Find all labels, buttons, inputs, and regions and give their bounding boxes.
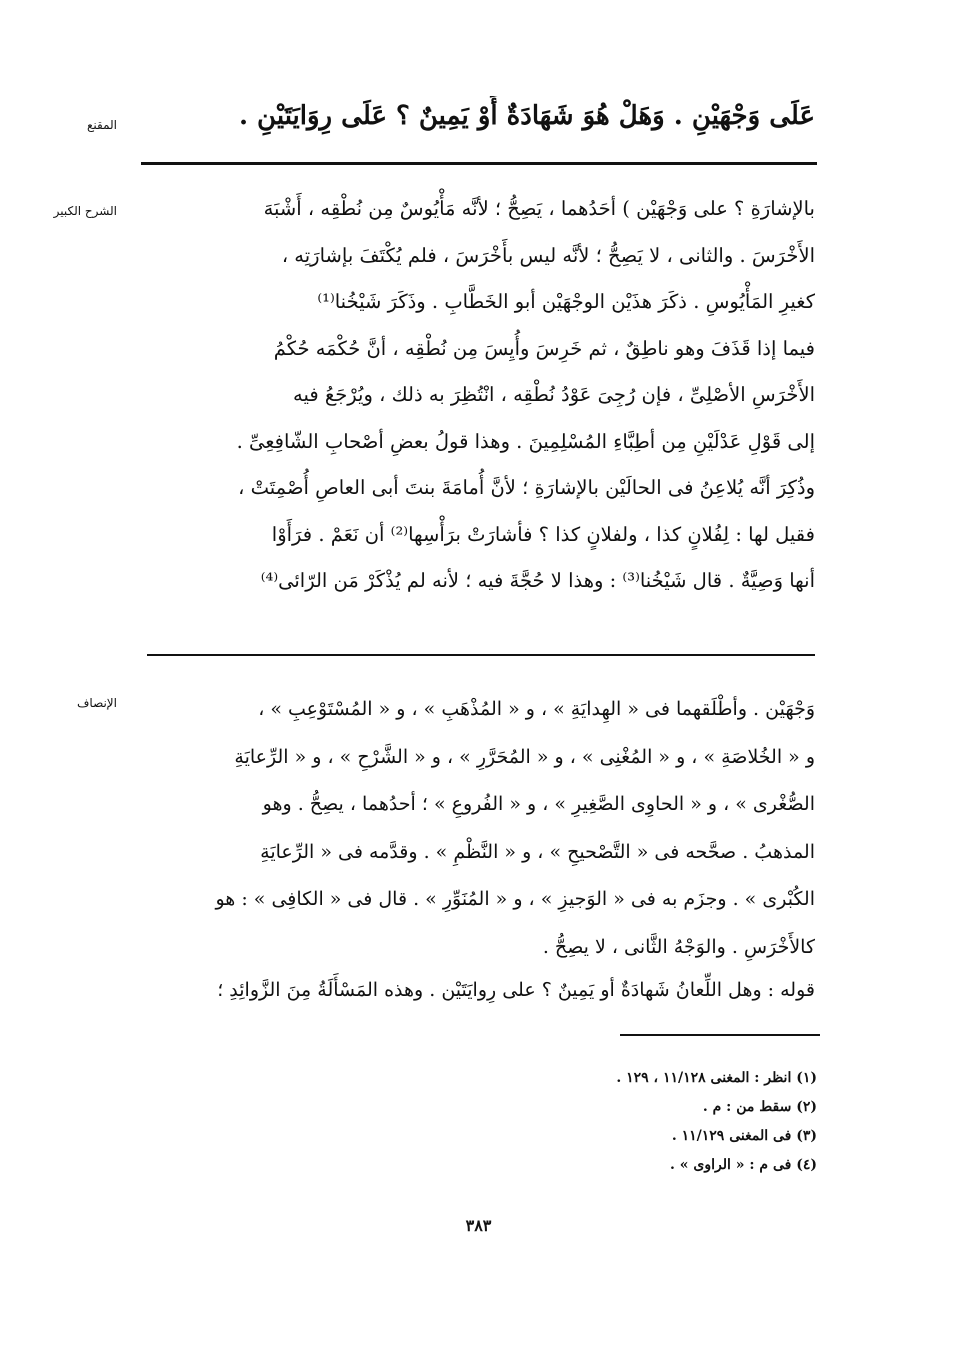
section-divider-thick (141, 162, 817, 165)
footnote: (١) انظر : المغنى ١١/١٢٨ ، ١٢٩ . (616, 1070, 817, 1086)
footnote: (٤) فى م : « الراوى » . (670, 1157, 817, 1173)
page-number: ٣٨٣ (465, 1216, 492, 1235)
section-divider-thin (147, 654, 815, 656)
sharh-line: الأَخْرَسِ الأصْلِىِّ ، فإن رُجِىَ عَوْدُ نُطْقِه ، انْتُظِرَ به ذلك ، ويُرْجَعُ فيه (293, 383, 815, 406)
sharh-line: بالإشارَةِ ؟ على وَجْهَيْن ) أحَدُهما ، يَصِحُّ ؛ لأنَّه مَأْيُوسٌ مِن نُطْقِه ، أَشْبَهَ (263, 197, 815, 220)
footnotes (616, 1064, 817, 1180)
insaf-quote-line: قوله : وهل اللِّعانُ شَهادَةٌ أو يَمِينٌ ؟ على رِوايَتَيْن . وهذه المَسْأَلَةُ مِنَ الزَّوائِدِ ؛ (217, 979, 815, 1001)
sharh-line: أنها وَصِيَّةٌ . قال شَيْخُنا⁽³⁾ : وهذا لا حُجَّةَ فيه ؛ لأنه لم يُذْكَرْ مَن الرّائى⁽⁴⁾ (260, 569, 815, 592)
insaf-line: كالأَخْرَسِ . والوَجْهُ الثَّانى ، لا يصِحُّ . (542, 935, 815, 958)
sharh-line: الأَخْرَسَ . والثانى ، لا يَصِحُّ ؛ لأنَّه ليس بأَخْرَسَ ، فلم يُكْتَفَ بإشارَتِه ، (281, 243, 815, 267)
sharh-line: وذُكِرَ أنَّه يُلاعِنُ فى الحالَيْن بالإشارَةِ ؛ لأنَّ أُمامَةَ بنتَ أبى العاصِ أُصْمِتَتْ ، (238, 476, 815, 499)
insaf-line: الصُّغْرى » ، و « الحاوِى الصَّغِيرِ » ، و « الفُروعِ » ؛ أحدُهما ، يصِحُّ . وهو (262, 793, 815, 815)
section-label-sharh: الشرح الكبير (53, 204, 117, 218)
sharh-line: إلى قَوْلِ عَدْلَيْنِ مِن أطِبَّاءِ المُسْلِمِينَ . وهذا قولُ بعضِ أصْحابِ الشّافِعِىِّ . (236, 429, 815, 453)
muqni-line: عَلَى وَجْهَيْنِ . وَهَلْ هُوَ شَهَادَةٌ أَوْ يَمِينٌ ؟ عَلَى رِوَايَتَيْنِ . (238, 101, 815, 131)
insaf-text (135, 686, 815, 971)
sharh-line: فقيل لها : لِفُلانٍ كذا ، ولفلانٍ كذا ؟ فأشارَتْ برَأْسِها⁽²⁾ أن نَعَمْ . فرَأَوْا (271, 522, 815, 546)
sharh-line: فيما إذا قَذَفَ وهو ناطِقٌ ، ثم خَرِسَ وأُيِسَ مِن نُطْقِه ، أنَّ حُكْمَه حُكْمُ (273, 336, 815, 360)
footnote-divider (620, 1034, 820, 1036)
insaf-line: وَجْهَيْن . وأطْلَقهما فى « الهِدايَةِ » ، و « المُذْهَبِ » ، و « المُسْتَوْعِبِ » ، (258, 698, 815, 720)
muqni-text (135, 96, 815, 136)
footnote: (٢) سقط من : م . (702, 1099, 817, 1115)
footnote: (٣) فى المغنى ١١/١٢٩ . (671, 1128, 817, 1144)
sharh-text (135, 186, 815, 605)
section-label-insaf: الإنصاف (76, 696, 117, 710)
insaf-line: الكُبْرى » . وجزَم به فى « الوَجيزِ » ، و « المُنَوِّرِ » . قال فى « الكافِى » : هو (215, 888, 815, 910)
insaf-line: المذهبُ . صحَّحه فى « التَّصْحيحِ » ، و « النَّظْمِ » . وقدَّمه فى « الرِّعايَةِ (260, 840, 815, 863)
section-label-muqni: المقنع (86, 118, 117, 132)
insaf-line: و « الخُلاصَةِ » ، و « المُغْنِى » ، و « المُحَرَّرِ » ، و « الشَّرْحِ » ، و « الرِّعايَةِ (234, 745, 815, 768)
sharh-line: كغيرِ المَأْيُوسِ . ذكَرَ هذَيْن الوجْهَيْن أبو الخَطَّابِ . وذَكَرَ شَيْخُنا⁽¹⁾ (317, 290, 815, 313)
